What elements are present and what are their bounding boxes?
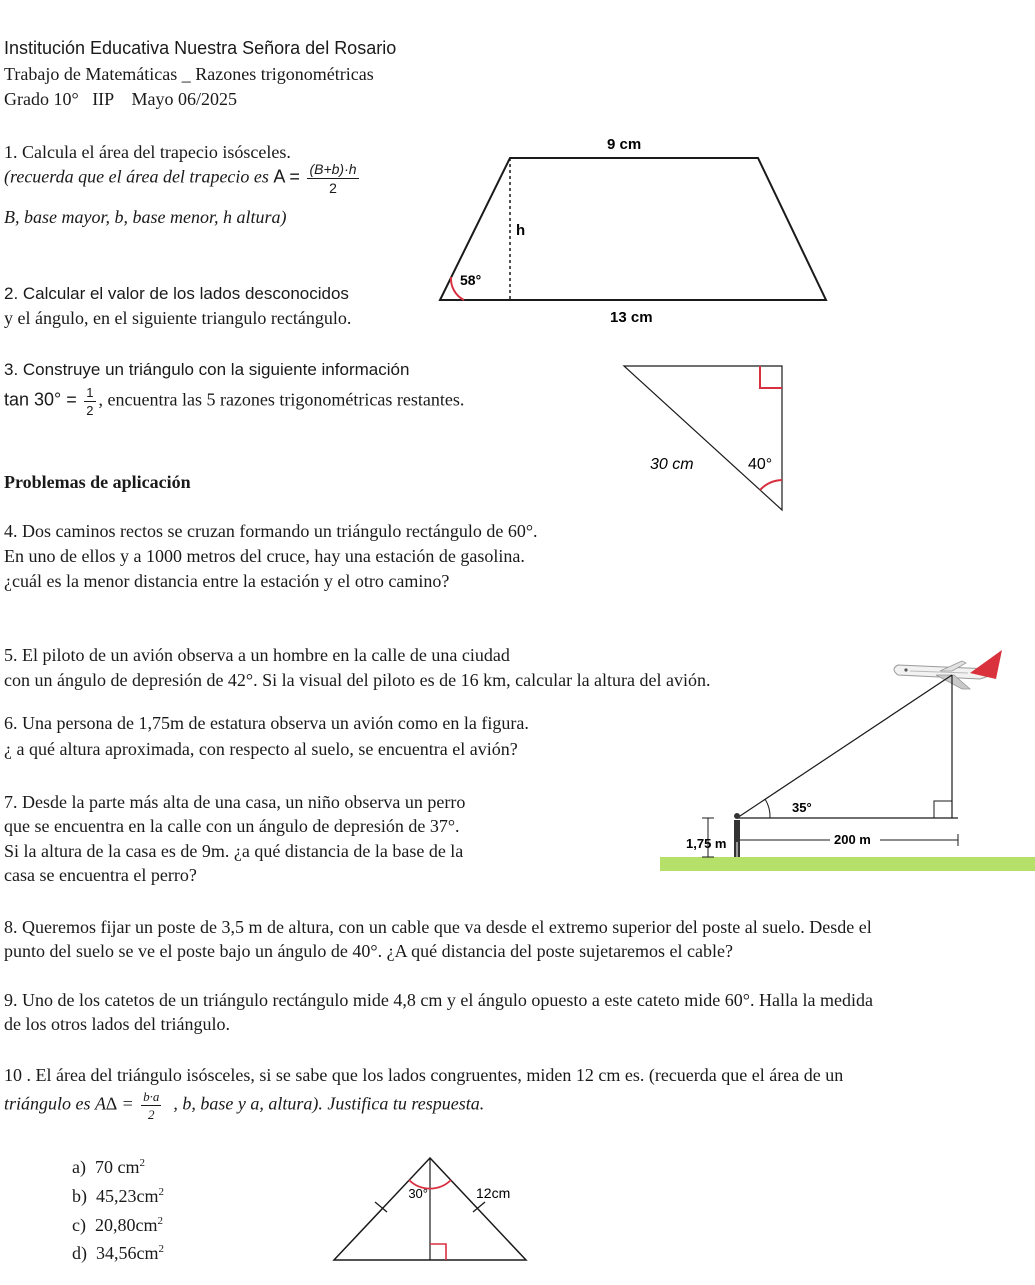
trapezoid-figure bbox=[420, 130, 840, 330]
option-d-letter: d) bbox=[72, 1243, 87, 1263]
option-b-exp: 2 bbox=[158, 1186, 164, 1198]
triangle-side-label: 30 cm bbox=[650, 456, 694, 473]
trapezoid-bottom-label: 13 cm bbox=[610, 309, 653, 326]
q4-line3: ¿cuál es la menor distancia entre la estación y el otro camino? bbox=[4, 571, 450, 591]
q8-line2: punto del suelo se ve el poste bajo un ángulo de 40°. ¿A qué distancia del poste sujetaremos el cable? bbox=[4, 941, 733, 961]
q5-line1: 5. El piloto de un avión observa a un hombre en la calle de una ciudad bbox=[4, 645, 510, 665]
q1-legend: B, base mayor, b, base menor, h altura) bbox=[4, 207, 287, 227]
q10-line2-rest: , b, base y a, altura). Justifica tu respuesta. bbox=[173, 1093, 485, 1114]
q4-line1: 4. Dos caminos rectos se cruzan formando un triángulo rectángulo de 60°. bbox=[4, 521, 538, 541]
elevation-angle-arc bbox=[765, 799, 770, 818]
q5-line2: con un ángulo de depresión de 42°. Si la visual del piloto es de 16 km, calcular la altura del avión. bbox=[4, 670, 711, 690]
q10-line1-text: 10 . El área del triángulo isósceles, si se sabe que los lados congruentes, miden 12 cm es. (recuerda que el área de un bbox=[4, 1065, 844, 1085]
date: Mayo 06/2025 bbox=[131, 89, 238, 109]
option-c-letter: c) bbox=[72, 1215, 86, 1235]
grade-line bbox=[4, 89, 237, 110]
trapezoid-angle-label: 58° bbox=[460, 272, 482, 288]
isosceles-triangle-figure bbox=[330, 1150, 550, 1280]
q10-formula-numerator: b·a bbox=[143, 1089, 160, 1104]
q7-line4: casa se encuentra el perro? bbox=[4, 865, 197, 885]
option-b-letter: b) bbox=[72, 1186, 87, 1206]
option-b bbox=[72, 1186, 164, 1207]
ground-strip bbox=[660, 857, 1035, 871]
q3-tan-denominator: 2 bbox=[86, 403, 94, 418]
q7-line3: Si la altura de la casa es de 9m. ¿a qué distancia de la base de la bbox=[4, 841, 464, 861]
q1-formula-denominator: 2 bbox=[329, 180, 337, 196]
triangle-angle-label: 40° bbox=[748, 456, 773, 473]
q8-line1: 8. Queremos fijar un poste de 3,5 m de altura, con un cable que va desde el extremo superior del poste al suelo. Desde el bbox=[4, 917, 872, 937]
period: IIP bbox=[92, 89, 114, 109]
q1-hint-prefix: (recuerda que el área del trapecio es bbox=[4, 166, 269, 187]
q10-line2-prefix: triángulo es bbox=[4, 1093, 91, 1114]
q4-line2: En uno de ellos y a 1000 metros del cruce, hay una estación de gasolina. bbox=[4, 546, 525, 566]
q1-hint bbox=[4, 162, 362, 195]
q10-line1 bbox=[4, 1065, 843, 1086]
q9-line2: de los otros lados del triángulo. bbox=[4, 1014, 230, 1034]
q10-line2 bbox=[4, 1090, 484, 1121]
option-a-letter: a) bbox=[72, 1157, 86, 1177]
option-c-exp: 2 bbox=[157, 1215, 163, 1227]
q10-formula-fraction bbox=[141, 1090, 161, 1121]
worksheet-title: Trabajo de Matemáticas _ Razones trigonométricas bbox=[4, 64, 374, 84]
airplane-icon bbox=[894, 650, 1002, 689]
option-c bbox=[72, 1215, 163, 1236]
person-height-label: 1,75 m bbox=[686, 836, 727, 851]
q3-tan-lhs: tan 30° = bbox=[4, 389, 77, 410]
option-d-exp: 2 bbox=[158, 1243, 164, 1255]
airplane-figure bbox=[640, 645, 1035, 880]
line-of-sight bbox=[737, 675, 952, 818]
q10-formula-denominator: 2 bbox=[148, 1107, 155, 1122]
trapezoid-shape bbox=[440, 158, 826, 300]
q1-statement: 1. Calcula el área del trapecio isósceles. bbox=[4, 142, 291, 162]
q3-tan-fraction bbox=[84, 386, 95, 417]
q2-line1: 2. Calcular el valor de los lados desconocidos bbox=[4, 284, 349, 303]
option-b-value: 45,23cm bbox=[96, 1186, 159, 1206]
trapezoid-top-label: 9 cm bbox=[607, 136, 642, 153]
q9-line1: 9. Uno de los catetos de un triángulo rectángulo mide 4,8 cm y el ángulo opuesto a este cateto mide 60°. Halla la medida bbox=[4, 990, 873, 1010]
option-a-value: 70 cm bbox=[94, 1157, 140, 1177]
q3-tan-numerator: 1 bbox=[86, 385, 94, 400]
person-icon bbox=[734, 813, 740, 857]
option-c-value: 20,80cm bbox=[94, 1215, 158, 1235]
q6-line2: ¿ a qué altura aproximada, con respecto al suelo, se encuentra el avión? bbox=[4, 739, 518, 759]
option-a bbox=[72, 1157, 145, 1178]
q6-line1: 6. Una persona de 1,75m de estatura observa un avión como en la figura. bbox=[4, 713, 529, 733]
right-triangle-shape bbox=[624, 366, 782, 510]
congruent-side-label: 12cm bbox=[476, 1185, 511, 1201]
grade-label: Grado bbox=[4, 89, 49, 109]
q1-formula-fraction bbox=[307, 162, 358, 195]
triangle-angle-arc bbox=[760, 480, 782, 490]
option-d-value: 34,56cm bbox=[96, 1243, 159, 1263]
q3-line1: 3. Construye un triángulo con la siguiente información bbox=[4, 360, 410, 379]
isosceles-right-angle-marker bbox=[430, 1244, 446, 1260]
option-d bbox=[72, 1243, 164, 1264]
apex-angle-label: 30° bbox=[408, 1186, 428, 1201]
q1-formula-lhs: A = bbox=[273, 166, 300, 187]
q1-formula-numerator: (B+b)·h bbox=[309, 161, 357, 177]
section-title: Problemas de aplicación bbox=[4, 472, 191, 492]
elevation-angle-label: 35° bbox=[792, 800, 812, 815]
q7-line1: 7. Desde la parte más alta de una casa, un niño observa un perro bbox=[4, 792, 466, 812]
grade-value: 10° bbox=[53, 89, 79, 109]
q7-line2: que se encuentra en la calle con un ángulo de depresión de 37°. bbox=[4, 816, 460, 836]
institution-name: Institución Educativa Nuestra Señora del Rosario bbox=[4, 38, 397, 58]
q2-line2: y el ángulo, en el siguiente triangulo rectángulo. bbox=[4, 308, 352, 328]
option-a-exp: 2 bbox=[139, 1157, 145, 1169]
right-angle-marker-airplane bbox=[934, 801, 952, 818]
q3-tan-rest: , encuentra las 5 razones trigonométricas restantes. bbox=[98, 389, 465, 410]
q3-line2 bbox=[4, 386, 464, 417]
trapezoid-height-label: h bbox=[516, 222, 526, 239]
horizontal-distance-label: 200 m bbox=[834, 832, 871, 847]
q10-formula-lhs: A∆ = bbox=[95, 1093, 134, 1114]
right-triangle-figure bbox=[620, 360, 800, 520]
right-angle-marker bbox=[760, 366, 782, 388]
